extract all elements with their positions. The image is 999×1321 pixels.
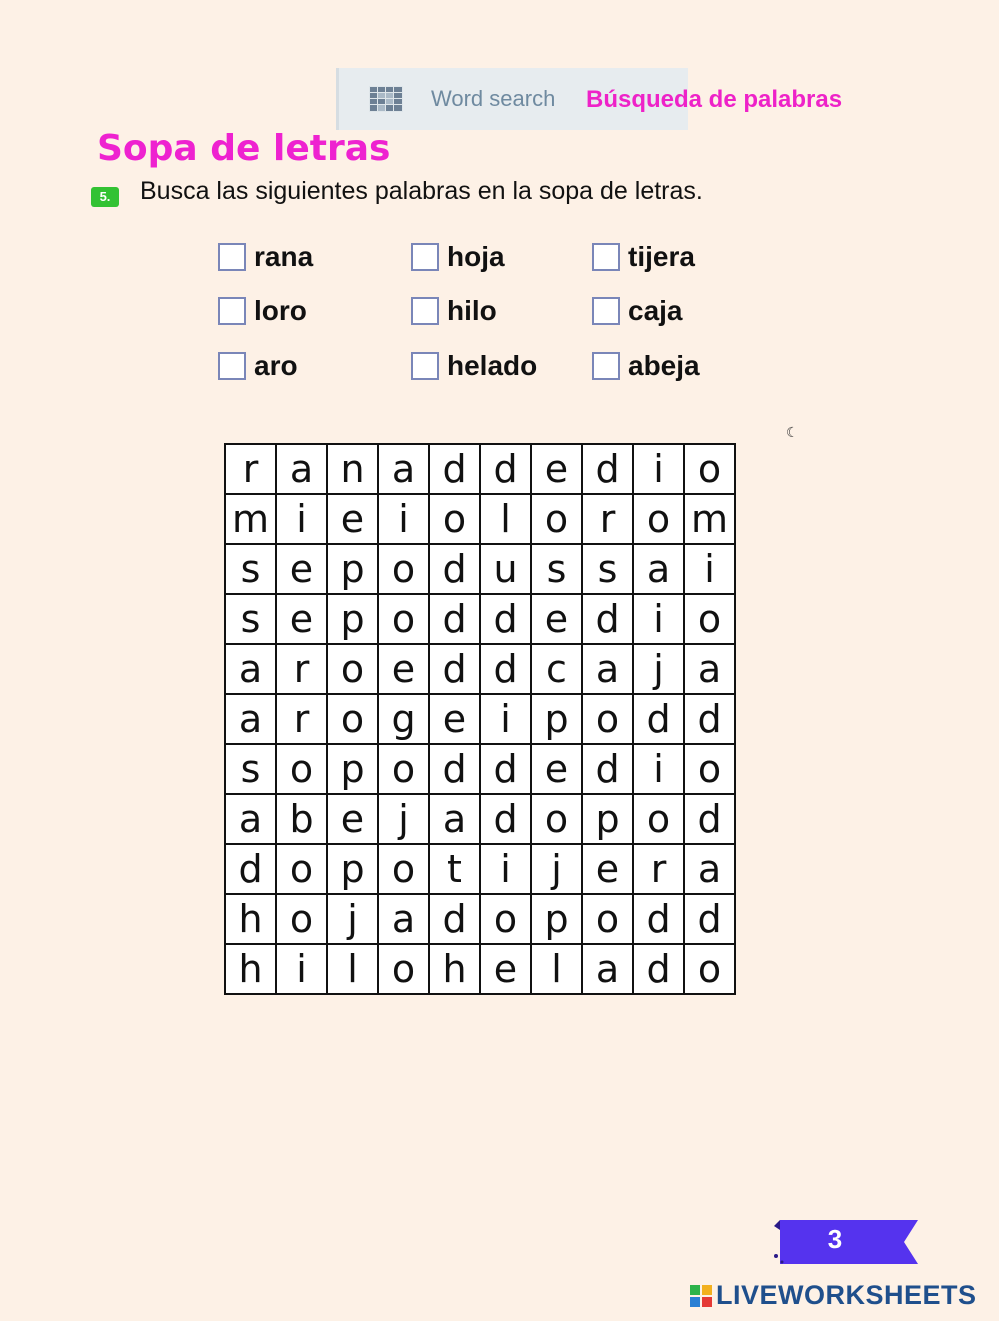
grid-cell[interactable]: m xyxy=(225,494,276,544)
word-label: abeja xyxy=(628,350,700,381)
grid-cell[interactable]: d xyxy=(429,544,480,594)
grid-cell[interactable]: d xyxy=(480,594,531,644)
grid-cell[interactable]: o xyxy=(378,944,429,994)
grid-cell[interactable]: o xyxy=(378,594,429,644)
grid-row xyxy=(225,894,735,944)
grid-cell[interactable]: d xyxy=(429,444,480,494)
word-item xyxy=(411,293,497,329)
grid-cell[interactable]: o xyxy=(276,844,327,894)
word-item xyxy=(218,239,313,275)
grid-row xyxy=(225,794,735,844)
grid-cell[interactable]: d xyxy=(582,744,633,794)
grid-cell[interactable]: p xyxy=(327,844,378,894)
grid-cell[interactable]: e xyxy=(327,794,378,844)
grid-cell[interactable]: o xyxy=(684,944,735,994)
grid-cell[interactable]: j xyxy=(633,644,684,694)
word-label: tijera xyxy=(628,241,695,272)
grid-cell[interactable]: m xyxy=(684,494,735,544)
liveworksheets-brand[interactable] xyxy=(690,1280,977,1311)
grid-cell[interactable]: d xyxy=(582,594,633,644)
grid-cell[interactable]: a xyxy=(378,444,429,494)
grid-cell[interactable]: o xyxy=(276,744,327,794)
grid-cell[interactable]: d xyxy=(633,694,684,744)
grid-cell[interactable]: u xyxy=(480,544,531,594)
word-item xyxy=(411,239,505,275)
grid-icon xyxy=(369,86,403,112)
word-label: hilo xyxy=(447,295,497,326)
grid-cell[interactable]: i xyxy=(480,694,531,744)
grid-row xyxy=(225,644,735,694)
grid-cell[interactable]: r xyxy=(276,644,327,694)
grid-cell[interactable]: l xyxy=(531,944,582,994)
grid-cell[interactable]: j xyxy=(378,794,429,844)
grid-cell[interactable]: a xyxy=(582,944,633,994)
grid-cell[interactable]: d xyxy=(480,444,531,494)
word-checkbox[interactable] xyxy=(411,352,439,380)
grid-cell[interactable]: o xyxy=(276,894,327,944)
grid-cell[interactable]: o xyxy=(582,694,633,744)
grid-cell[interactable]: o xyxy=(327,644,378,694)
grid-cell[interactable]: a xyxy=(429,794,480,844)
word-label: hoja xyxy=(447,241,505,272)
brand-text: LIVEWORKSHEETS xyxy=(716,1280,977,1310)
grid-cell[interactable]: d xyxy=(429,594,480,644)
grid-cell[interactable]: r xyxy=(276,694,327,744)
grid-cell[interactable]: o xyxy=(378,744,429,794)
grid-cell[interactable]: l xyxy=(480,494,531,544)
grid-cell[interactable]: p xyxy=(531,694,582,744)
word-item xyxy=(218,293,307,329)
grid-cell[interactable]: b xyxy=(276,794,327,844)
grid-row xyxy=(225,694,735,744)
grid-cell[interactable]: d xyxy=(633,944,684,994)
grid-cell[interactable]: o xyxy=(378,544,429,594)
grid-cell[interactable]: e xyxy=(531,744,582,794)
grid-cell[interactable]: a xyxy=(684,644,735,694)
grid-cell[interactable]: o xyxy=(327,694,378,744)
grid-row xyxy=(225,544,735,594)
word-label: aro xyxy=(254,350,298,381)
grid-cell[interactable]: i xyxy=(633,444,684,494)
liveworksheets-logo-icon xyxy=(690,1285,712,1307)
instruction-number-badge: 5. xyxy=(91,187,119,207)
grid-cell[interactable]: s xyxy=(582,544,633,594)
grid-cell[interactable]: e xyxy=(276,594,327,644)
grid-cell[interactable]: e xyxy=(531,594,582,644)
grid-cell[interactable]: e xyxy=(429,694,480,744)
grid-cell[interactable]: a xyxy=(684,844,735,894)
page-title: Sopa de letras xyxy=(97,128,391,169)
grid-cell[interactable]: e xyxy=(582,844,633,894)
word-checkbox[interactable] xyxy=(592,297,620,325)
grid-cell[interactable]: r xyxy=(225,444,276,494)
grid-cell[interactable]: a xyxy=(582,644,633,694)
grid-cell[interactable]: d xyxy=(480,644,531,694)
grid-cell[interactable]: e xyxy=(480,944,531,994)
grid-cell[interactable]: p xyxy=(327,744,378,794)
grid-cell[interactable]: a xyxy=(225,644,276,694)
grid-cell[interactable]: i xyxy=(684,544,735,594)
word-item xyxy=(592,293,683,329)
grid-cell[interactable]: o xyxy=(531,794,582,844)
grid-cell[interactable]: o xyxy=(582,894,633,944)
grid-cell[interactable]: e xyxy=(531,444,582,494)
grid-cell[interactable]: i xyxy=(633,594,684,644)
grid-cell[interactable]: a xyxy=(225,794,276,844)
grid-cell[interactable]: h xyxy=(225,944,276,994)
grid-row xyxy=(225,494,735,544)
word-checkbox[interactable] xyxy=(411,297,439,325)
grid-cell[interactable]: g xyxy=(378,694,429,744)
grid-cell[interactable]: s xyxy=(225,544,276,594)
grid-cell[interactable]: s xyxy=(531,544,582,594)
word-label: helado xyxy=(447,350,538,381)
grid-cell[interactable]: h xyxy=(429,944,480,994)
grid-cell[interactable]: p xyxy=(327,594,378,644)
word-checkbox[interactable] xyxy=(218,297,246,325)
grid-cell[interactable]: r xyxy=(582,494,633,544)
grid-cell[interactable]: a xyxy=(378,894,429,944)
grid-row xyxy=(225,944,735,994)
grid-cell[interactable]: e xyxy=(378,644,429,694)
grid-cell[interactable]: d xyxy=(429,744,480,794)
grid-cell[interactable]: i xyxy=(276,494,327,544)
grid-cell[interactable]: n xyxy=(327,444,378,494)
word-checkbox[interactable] xyxy=(411,243,439,271)
grid-cell[interactable]: d xyxy=(633,894,684,944)
grid-cell[interactable]: a xyxy=(633,544,684,594)
grid-cell[interactable]: o xyxy=(684,594,735,644)
grid-cell[interactable]: o xyxy=(633,794,684,844)
grid-cell[interactable]: d xyxy=(429,644,480,694)
grid-cell[interactable]: o xyxy=(429,494,480,544)
word-label: caja xyxy=(628,295,683,326)
grid-cell[interactable]: c xyxy=(531,644,582,694)
page-number: 3 xyxy=(827,1224,843,1254)
word-item xyxy=(218,348,298,384)
grid-cell[interactable]: o xyxy=(684,744,735,794)
grid-row xyxy=(225,594,735,644)
grid-cell[interactable]: i xyxy=(480,844,531,894)
grid-cell[interactable]: o xyxy=(633,494,684,544)
grid-cell[interactable]: d xyxy=(684,894,735,944)
instruction-text: Busca las siguientes palabras en la sopa de letras. xyxy=(140,177,703,205)
stray-mark: ☾ xyxy=(786,424,799,440)
grid-cell[interactable]: l xyxy=(327,944,378,994)
grid-cell[interactable]: a xyxy=(225,694,276,744)
grid-cell[interactable]: o xyxy=(480,894,531,944)
grid-row xyxy=(225,844,735,894)
grid-cell[interactable]: s xyxy=(225,594,276,644)
grid-row xyxy=(225,744,735,794)
word-label: loro xyxy=(254,295,307,326)
word-checkbox[interactable] xyxy=(218,243,246,271)
grid-cell[interactable]: d xyxy=(684,694,735,744)
grid-cell[interactable]: p xyxy=(582,794,633,844)
grid-cell[interactable]: d xyxy=(480,744,531,794)
grid-cell[interactable]: e xyxy=(327,494,378,544)
grid-cell[interactable]: s xyxy=(225,744,276,794)
tool-translation: Búsqueda de palabras xyxy=(586,86,843,113)
grid-cell[interactable]: o xyxy=(531,494,582,544)
grid-cell[interactable]: o xyxy=(378,844,429,894)
grid-cell[interactable]: i xyxy=(378,494,429,544)
word-checkbox[interactable] xyxy=(592,243,620,271)
grid-cell[interactable]: p xyxy=(327,544,378,594)
grid-cell[interactable]: d xyxy=(582,444,633,494)
word-label: rana xyxy=(254,241,314,272)
tool-label: Word search xyxy=(431,86,556,111)
grid-cell[interactable]: o xyxy=(684,444,735,494)
grid-cell[interactable]: d xyxy=(480,794,531,844)
grid-cell[interactable]: i xyxy=(633,744,684,794)
grid-cell[interactable]: i xyxy=(276,944,327,994)
grid-cell[interactable]: j xyxy=(327,894,378,944)
grid-cell[interactable]: r xyxy=(633,844,684,894)
grid-cell[interactable]: d xyxy=(429,894,480,944)
grid-cell[interactable]: d xyxy=(684,794,735,844)
grid-cell[interactable]: t xyxy=(429,844,480,894)
grid-cell[interactable]: a xyxy=(276,444,327,494)
grid-cell[interactable]: e xyxy=(276,544,327,594)
word-checkbox[interactable] xyxy=(218,352,246,380)
word-item xyxy=(592,239,695,275)
word-item xyxy=(592,348,700,384)
grid-cell[interactable]: d xyxy=(225,844,276,894)
grid-cell[interactable]: p xyxy=(531,894,582,944)
grid-row xyxy=(225,444,735,494)
word-item xyxy=(411,348,537,384)
grid-cell[interactable]: j xyxy=(531,844,582,894)
letter-grid xyxy=(224,443,736,995)
grid-cell[interactable]: h xyxy=(225,894,276,944)
word-checkbox[interactable] xyxy=(592,352,620,380)
